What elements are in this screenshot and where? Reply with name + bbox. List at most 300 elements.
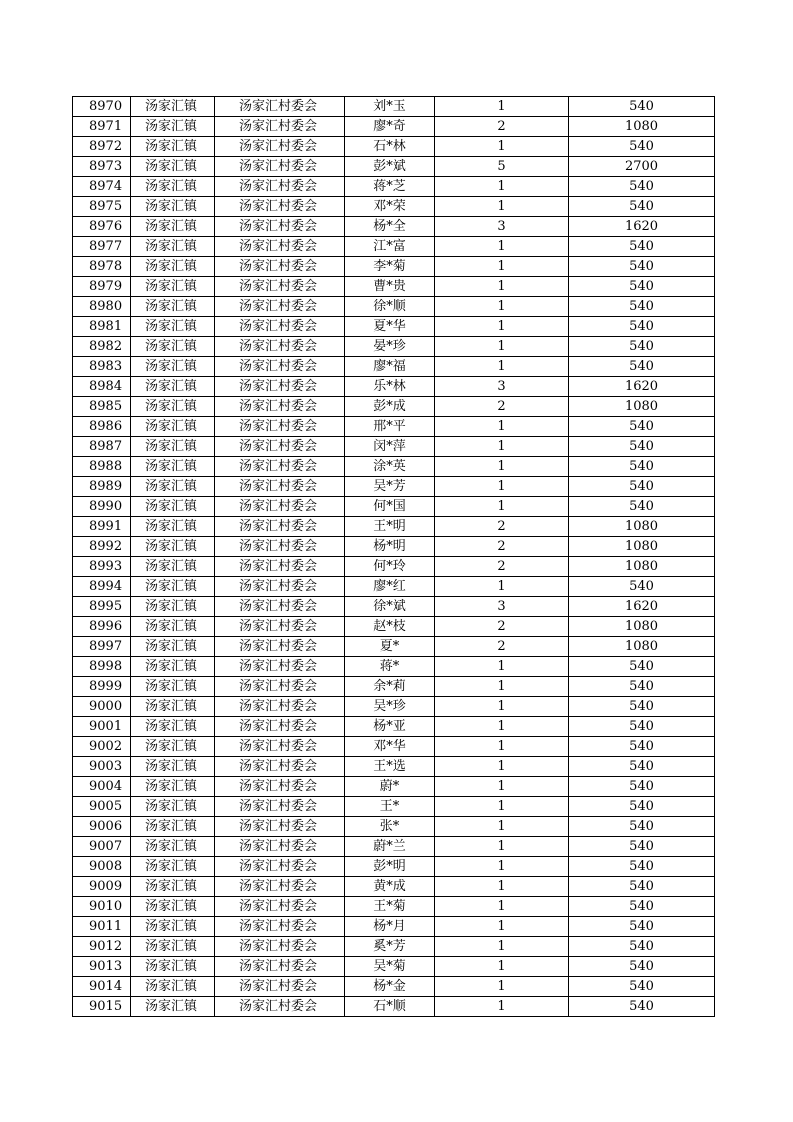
count-cell: 1 (435, 177, 569, 197)
village-cell: 汤家汇村委会 (215, 637, 345, 657)
village-cell: 汤家汇村委会 (215, 537, 345, 557)
town-cell: 汤家汇镇 (131, 457, 215, 477)
name-cell: 涂*英 (345, 457, 435, 477)
town-cell: 汤家汇镇 (131, 397, 215, 417)
row-id-cell: 8980 (73, 297, 131, 317)
name-cell: 江*富 (345, 237, 435, 257)
row-id-cell: 8995 (73, 597, 131, 617)
amount-cell: 540 (569, 457, 715, 477)
count-cell: 1 (435, 297, 569, 317)
amount-cell: 1080 (569, 617, 715, 637)
amount-cell: 540 (569, 297, 715, 317)
count-cell: 1 (435, 757, 569, 777)
table-row (73, 417, 715, 437)
count-cell: 1 (435, 257, 569, 277)
village-cell: 汤家汇村委会 (215, 997, 345, 1017)
table-row (73, 817, 715, 837)
table-row (73, 597, 715, 617)
table-row (73, 517, 715, 537)
town-cell: 汤家汇镇 (131, 797, 215, 817)
count-cell: 1 (435, 717, 569, 737)
name-cell: 赵*枝 (345, 617, 435, 637)
town-cell: 汤家汇镇 (131, 837, 215, 857)
town-cell: 汤家汇镇 (131, 337, 215, 357)
village-cell: 汤家汇村委会 (215, 817, 345, 837)
table-row (73, 877, 715, 897)
name-cell: 曹*贵 (345, 277, 435, 297)
table-row (73, 337, 715, 357)
town-cell: 汤家汇镇 (131, 537, 215, 557)
table-row (73, 777, 715, 797)
row-id-cell: 8996 (73, 617, 131, 637)
name-cell: 杨*月 (345, 917, 435, 937)
count-cell: 1 (435, 797, 569, 817)
count-cell: 1 (435, 877, 569, 897)
count-cell: 1 (435, 777, 569, 797)
name-cell: 彭*成 (345, 397, 435, 417)
count-cell: 1 (435, 897, 569, 917)
village-cell: 汤家汇村委会 (215, 457, 345, 477)
village-cell: 汤家汇村委会 (215, 737, 345, 757)
village-cell: 汤家汇村委会 (215, 757, 345, 777)
row-id-cell: 8971 (73, 117, 131, 137)
count-cell: 1 (435, 97, 569, 117)
town-cell: 汤家汇镇 (131, 357, 215, 377)
amount-cell: 540 (569, 957, 715, 977)
table-row (73, 677, 715, 697)
row-id-cell: 9005 (73, 797, 131, 817)
table-row (73, 557, 715, 577)
town-cell: 汤家汇镇 (131, 517, 215, 537)
name-cell: 李*菊 (345, 257, 435, 277)
row-id-cell: 8990 (73, 497, 131, 517)
row-id-cell: 8994 (73, 577, 131, 597)
table-row (73, 957, 715, 977)
row-id-cell: 8982 (73, 337, 131, 357)
row-id-cell: 8988 (73, 457, 131, 477)
name-cell: 彭*明 (345, 857, 435, 877)
row-id-cell: 8976 (73, 217, 131, 237)
name-cell: 黄*成 (345, 877, 435, 897)
amount-cell: 1080 (569, 557, 715, 577)
village-cell: 汤家汇村委会 (215, 297, 345, 317)
amount-cell: 540 (569, 177, 715, 197)
table-row (73, 237, 715, 257)
count-cell: 1 (435, 957, 569, 977)
town-cell: 汤家汇镇 (131, 697, 215, 717)
town-cell: 汤家汇镇 (131, 417, 215, 437)
row-id-cell: 9013 (73, 957, 131, 977)
amount-cell: 540 (569, 497, 715, 517)
town-cell: 汤家汇镇 (131, 617, 215, 637)
name-cell: 蒋*芝 (345, 177, 435, 197)
row-id-cell: 8992 (73, 537, 131, 557)
count-cell: 1 (435, 477, 569, 497)
row-id-cell: 8991 (73, 517, 131, 537)
count-cell: 1 (435, 837, 569, 857)
town-cell: 汤家汇镇 (131, 677, 215, 697)
amount-cell: 540 (569, 837, 715, 857)
name-cell: 夏*华 (345, 317, 435, 337)
name-cell: 蔚*兰 (345, 837, 435, 857)
amount-cell: 540 (569, 897, 715, 917)
row-id-cell: 8970 (73, 97, 131, 117)
amount-cell: 1620 (569, 597, 715, 617)
town-cell: 汤家汇镇 (131, 597, 215, 617)
name-cell: 王* (345, 797, 435, 817)
village-cell: 汤家汇村委会 (215, 117, 345, 137)
count-cell: 1 (435, 697, 569, 717)
count-cell: 2 (435, 637, 569, 657)
village-cell: 汤家汇村委会 (215, 977, 345, 997)
village-cell: 汤家汇村委会 (215, 337, 345, 357)
village-cell: 汤家汇村委会 (215, 697, 345, 717)
town-cell: 汤家汇镇 (131, 817, 215, 837)
table-row (73, 357, 715, 377)
row-id-cell: 8997 (73, 637, 131, 657)
row-id-cell: 8977 (73, 237, 131, 257)
name-cell: 杨*明 (345, 537, 435, 557)
count-cell: 3 (435, 377, 569, 397)
town-cell: 汤家汇镇 (131, 477, 215, 497)
name-cell: 邓*荣 (345, 197, 435, 217)
count-cell: 1 (435, 457, 569, 477)
village-cell: 汤家汇村委会 (215, 377, 345, 397)
village-cell: 汤家汇村委会 (215, 877, 345, 897)
village-cell: 汤家汇村委会 (215, 517, 345, 537)
town-cell: 汤家汇镇 (131, 197, 215, 217)
town-cell: 汤家汇镇 (131, 237, 215, 257)
table-row (73, 197, 715, 217)
amount-cell: 540 (569, 477, 715, 497)
town-cell: 汤家汇镇 (131, 757, 215, 777)
table-row (73, 217, 715, 237)
name-cell: 蒋* (345, 657, 435, 677)
village-cell: 汤家汇村委会 (215, 657, 345, 677)
amount-cell: 1080 (569, 517, 715, 537)
village-cell: 汤家汇村委会 (215, 397, 345, 417)
row-id-cell: 9000 (73, 697, 131, 717)
village-cell: 汤家汇村委会 (215, 857, 345, 877)
count-cell: 1 (435, 997, 569, 1017)
row-id-cell: 9003 (73, 757, 131, 777)
row-id-cell: 8981 (73, 317, 131, 337)
amount-cell: 540 (569, 717, 715, 737)
village-cell: 汤家汇村委会 (215, 477, 345, 497)
row-id-cell: 9012 (73, 937, 131, 957)
name-cell: 吴*珍 (345, 697, 435, 717)
town-cell: 汤家汇镇 (131, 857, 215, 877)
amount-cell: 540 (569, 337, 715, 357)
town-cell: 汤家汇镇 (131, 577, 215, 597)
name-cell: 徐*斌 (345, 597, 435, 617)
village-cell: 汤家汇村委会 (215, 417, 345, 437)
town-cell: 汤家汇镇 (131, 737, 215, 757)
amount-cell: 540 (569, 257, 715, 277)
table-row (73, 857, 715, 877)
town-cell: 汤家汇镇 (131, 177, 215, 197)
row-id-cell: 9014 (73, 977, 131, 997)
name-cell: 蔚* (345, 777, 435, 797)
table-row (73, 717, 715, 737)
table-row (73, 737, 715, 757)
town-cell: 汤家汇镇 (131, 777, 215, 797)
village-cell: 汤家汇村委会 (215, 197, 345, 217)
amount-cell: 540 (569, 917, 715, 937)
table-row (73, 377, 715, 397)
name-cell: 杨*全 (345, 217, 435, 237)
table-row (73, 997, 715, 1017)
town-cell: 汤家汇镇 (131, 977, 215, 997)
count-cell: 1 (435, 417, 569, 437)
village-cell: 汤家汇村委会 (215, 777, 345, 797)
village-cell: 汤家汇村委会 (215, 837, 345, 857)
table-row (73, 797, 715, 817)
amount-cell: 540 (569, 197, 715, 217)
village-cell: 汤家汇村委会 (215, 797, 345, 817)
table-row (73, 177, 715, 197)
name-cell: 王*选 (345, 757, 435, 777)
amount-cell: 540 (569, 577, 715, 597)
table-row (73, 477, 715, 497)
amount-cell: 540 (569, 817, 715, 837)
amount-cell: 540 (569, 797, 715, 817)
village-cell: 汤家汇村委会 (215, 957, 345, 977)
village-cell: 汤家汇村委会 (215, 897, 345, 917)
amount-cell: 1620 (569, 217, 715, 237)
name-cell: 吴*芳 (345, 477, 435, 497)
town-cell: 汤家汇镇 (131, 657, 215, 677)
town-cell: 汤家汇镇 (131, 377, 215, 397)
village-cell: 汤家汇村委会 (215, 317, 345, 337)
name-cell: 张* (345, 817, 435, 837)
town-cell: 汤家汇镇 (131, 877, 215, 897)
name-cell: 余*莉 (345, 677, 435, 697)
count-cell: 2 (435, 557, 569, 577)
amount-cell: 540 (569, 437, 715, 457)
table-row (73, 117, 715, 137)
village-cell: 汤家汇村委会 (215, 357, 345, 377)
table-row (73, 977, 715, 997)
count-cell: 1 (435, 277, 569, 297)
village-cell: 汤家汇村委会 (215, 617, 345, 637)
table-row (73, 917, 715, 937)
count-cell: 1 (435, 197, 569, 217)
amount-cell: 540 (569, 357, 715, 377)
count-cell: 2 (435, 537, 569, 557)
town-cell: 汤家汇镇 (131, 917, 215, 937)
village-cell: 汤家汇村委会 (215, 937, 345, 957)
row-id-cell: 9009 (73, 877, 131, 897)
row-id-cell: 9008 (73, 857, 131, 877)
village-cell: 汤家汇村委会 (215, 717, 345, 737)
amount-cell: 540 (569, 777, 715, 797)
count-cell: 1 (435, 917, 569, 937)
amount-cell: 540 (569, 997, 715, 1017)
count-cell: 1 (435, 977, 569, 997)
row-id-cell: 8986 (73, 417, 131, 437)
name-cell: 乐*林 (345, 377, 435, 397)
count-cell: 1 (435, 337, 569, 357)
count-cell: 1 (435, 317, 569, 337)
row-id-cell: 9006 (73, 817, 131, 837)
row-id-cell: 8979 (73, 277, 131, 297)
row-id-cell: 8974 (73, 177, 131, 197)
count-cell: 5 (435, 157, 569, 177)
table-row (73, 297, 715, 317)
row-id-cell: 9004 (73, 777, 131, 797)
table-row (73, 137, 715, 157)
amount-cell: 540 (569, 857, 715, 877)
row-id-cell: 8984 (73, 377, 131, 397)
town-cell: 汤家汇镇 (131, 557, 215, 577)
count-cell: 1 (435, 137, 569, 157)
row-id-cell: 9002 (73, 737, 131, 757)
amount-cell: 540 (569, 657, 715, 677)
village-cell: 汤家汇村委会 (215, 157, 345, 177)
name-cell: 晏*珍 (345, 337, 435, 357)
name-cell: 吴*菊 (345, 957, 435, 977)
table-row (73, 657, 715, 677)
town-cell: 汤家汇镇 (131, 717, 215, 737)
amount-cell: 540 (569, 237, 715, 257)
table-row (73, 937, 715, 957)
count-cell: 1 (435, 237, 569, 257)
count-cell: 2 (435, 397, 569, 417)
count-cell: 3 (435, 217, 569, 237)
amount-cell: 540 (569, 877, 715, 897)
table-row (73, 897, 715, 917)
table-row (73, 577, 715, 597)
row-id-cell: 9015 (73, 997, 131, 1017)
name-cell: 廖*奇 (345, 117, 435, 137)
count-cell: 1 (435, 937, 569, 957)
table-row (73, 637, 715, 657)
table-row (73, 697, 715, 717)
count-cell: 1 (435, 677, 569, 697)
name-cell: 何*玲 (345, 557, 435, 577)
name-cell: 王*菊 (345, 897, 435, 917)
village-cell: 汤家汇村委会 (215, 257, 345, 277)
amount-cell: 540 (569, 737, 715, 757)
name-cell: 杨*亚 (345, 717, 435, 737)
name-cell: 廖*福 (345, 357, 435, 377)
count-cell: 2 (435, 517, 569, 537)
table-row (73, 317, 715, 337)
town-cell: 汤家汇镇 (131, 137, 215, 157)
count-cell: 1 (435, 817, 569, 837)
town-cell: 汤家汇镇 (131, 317, 215, 337)
town-cell: 汤家汇镇 (131, 897, 215, 917)
row-id-cell: 8989 (73, 477, 131, 497)
count-cell: 1 (435, 857, 569, 877)
table-row (73, 157, 715, 177)
row-id-cell: 8978 (73, 257, 131, 277)
name-cell: 邢*平 (345, 417, 435, 437)
amount-cell: 540 (569, 677, 715, 697)
table-row (73, 277, 715, 297)
allowance-table (72, 96, 715, 1017)
table-row (73, 257, 715, 277)
village-cell: 汤家汇村委会 (215, 597, 345, 617)
name-cell: 闵*萍 (345, 437, 435, 457)
row-id-cell: 8999 (73, 677, 131, 697)
town-cell: 汤家汇镇 (131, 497, 215, 517)
village-cell: 汤家汇村委会 (215, 277, 345, 297)
row-id-cell: 8993 (73, 557, 131, 577)
name-cell: 刘*玉 (345, 97, 435, 117)
name-cell: 彭*斌 (345, 157, 435, 177)
table-row (73, 97, 715, 117)
row-id-cell: 9010 (73, 897, 131, 917)
row-id-cell: 8972 (73, 137, 131, 157)
row-id-cell: 8987 (73, 437, 131, 457)
amount-cell: 2700 (569, 157, 715, 177)
row-id-cell: 8998 (73, 657, 131, 677)
amount-cell: 540 (569, 137, 715, 157)
town-cell: 汤家汇镇 (131, 937, 215, 957)
town-cell: 汤家汇镇 (131, 997, 215, 1017)
village-cell: 汤家汇村委会 (215, 917, 345, 937)
table-row (73, 457, 715, 477)
count-cell: 2 (435, 617, 569, 637)
table-row (73, 437, 715, 457)
count-cell: 1 (435, 357, 569, 377)
row-id-cell: 9001 (73, 717, 131, 737)
village-cell: 汤家汇村委会 (215, 217, 345, 237)
village-cell: 汤家汇村委会 (215, 137, 345, 157)
town-cell: 汤家汇镇 (131, 97, 215, 117)
amount-cell: 540 (569, 277, 715, 297)
village-cell: 汤家汇村委会 (215, 97, 345, 117)
table-row (73, 617, 715, 637)
name-cell: 夏* (345, 637, 435, 657)
row-id-cell: 8973 (73, 157, 131, 177)
table-row (73, 497, 715, 517)
name-cell: 石*顺 (345, 997, 435, 1017)
row-id-cell: 9007 (73, 837, 131, 857)
village-cell: 汤家汇村委会 (215, 497, 345, 517)
amount-cell: 1080 (569, 117, 715, 137)
town-cell: 汤家汇镇 (131, 277, 215, 297)
name-cell: 石*林 (345, 137, 435, 157)
village-cell: 汤家汇村委会 (215, 177, 345, 197)
village-cell: 汤家汇村委会 (215, 237, 345, 257)
amount-cell: 540 (569, 317, 715, 337)
row-id-cell: 8983 (73, 357, 131, 377)
amount-cell: 540 (569, 417, 715, 437)
row-id-cell: 8975 (73, 197, 131, 217)
village-cell: 汤家汇村委会 (215, 437, 345, 457)
name-cell: 杨*金 (345, 977, 435, 997)
name-cell: 廖*红 (345, 577, 435, 597)
table-row (73, 837, 715, 857)
amount-cell: 1080 (569, 397, 715, 417)
table-body (73, 97, 715, 1017)
amount-cell: 1620 (569, 377, 715, 397)
count-cell: 1 (435, 497, 569, 517)
name-cell: 徐*顺 (345, 297, 435, 317)
count-cell: 2 (435, 117, 569, 137)
row-id-cell: 9011 (73, 917, 131, 937)
name-cell: 王*明 (345, 517, 435, 537)
town-cell: 汤家汇镇 (131, 297, 215, 317)
amount-cell: 540 (569, 757, 715, 777)
village-cell: 汤家汇村委会 (215, 557, 345, 577)
count-cell: 1 (435, 437, 569, 457)
count-cell: 1 (435, 577, 569, 597)
name-cell: 邓*华 (345, 737, 435, 757)
